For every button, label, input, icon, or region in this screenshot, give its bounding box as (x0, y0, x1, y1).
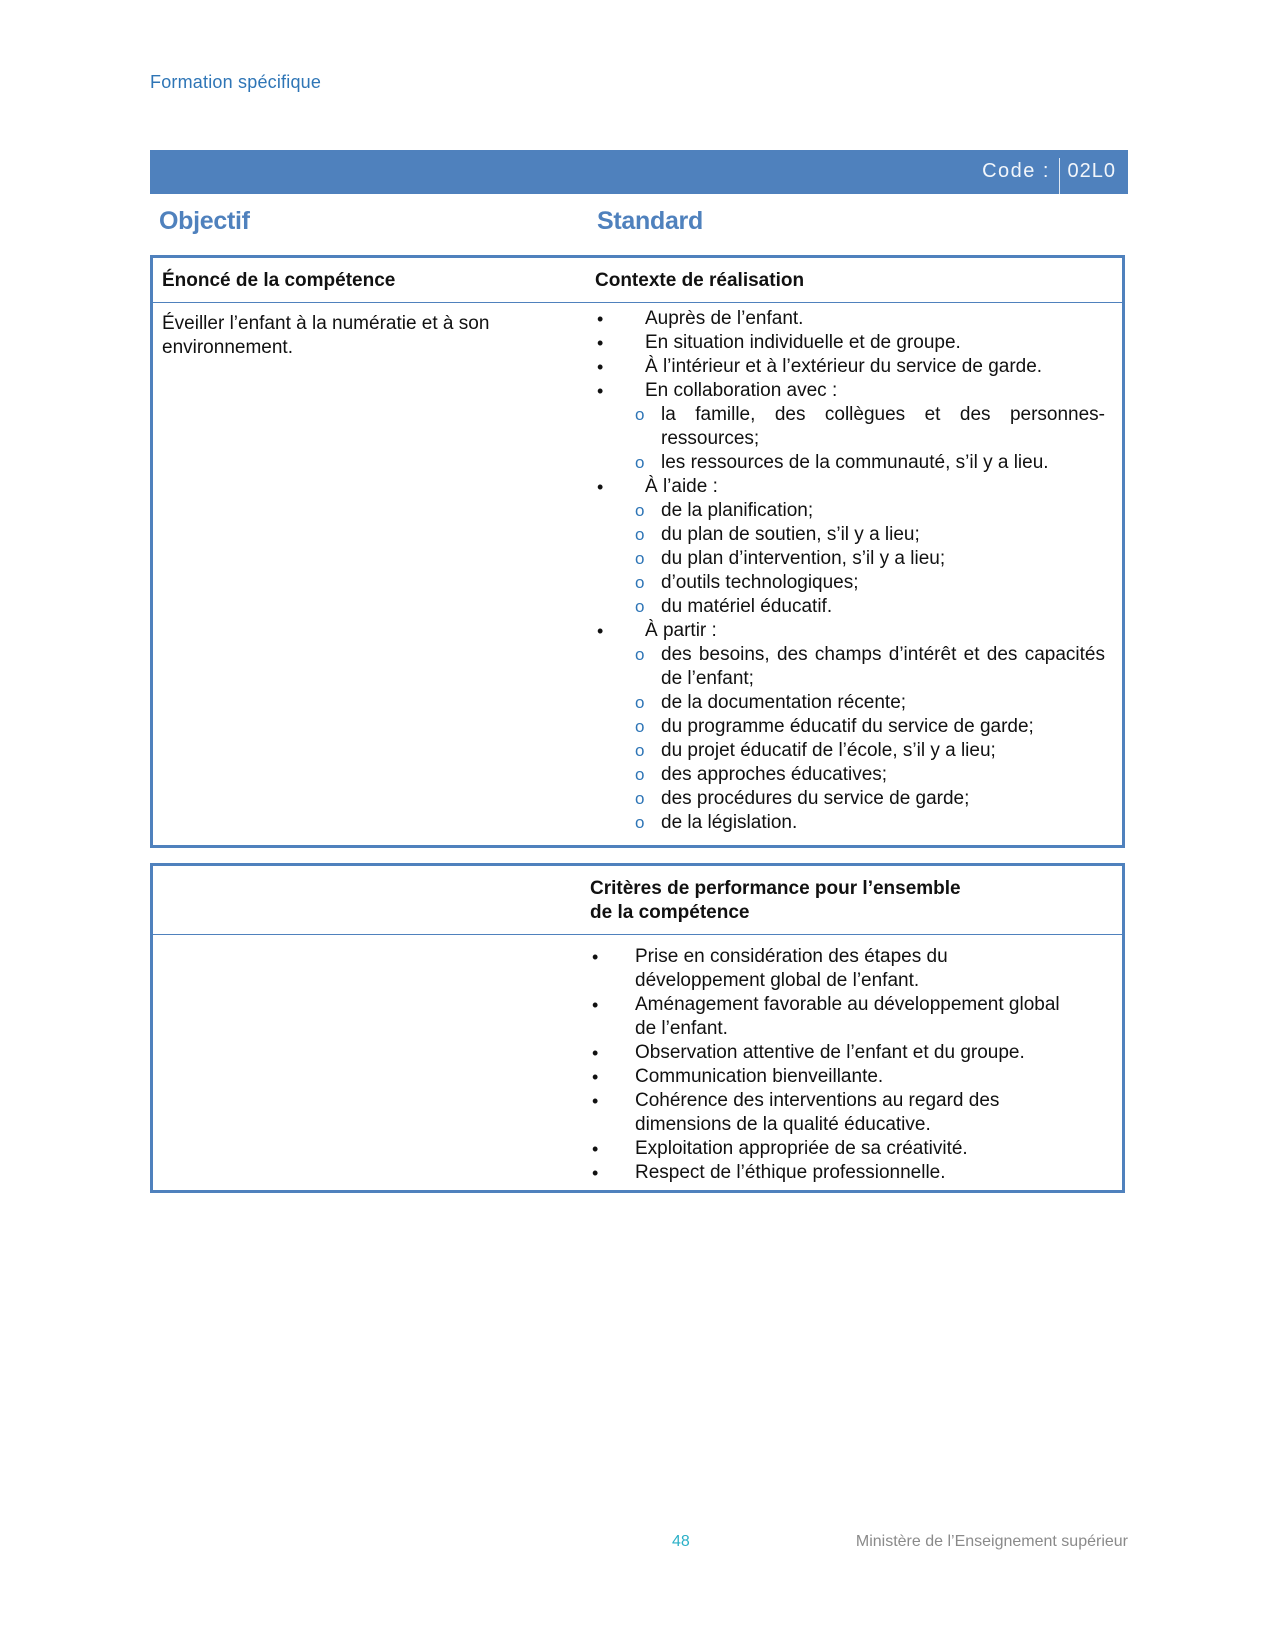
context-sub-item: o des besoins, des champs d’intérêt et des capacités de l’enfant; (595, 643, 1105, 691)
criteria-header-divider (153, 934, 1122, 935)
page-number: 48 (672, 1533, 690, 1550)
code-value: 02L0 (1067, 160, 1116, 182)
footer-ministry: Ministère de l’Enseignement supérieur (855, 1533, 1128, 1550)
context-sub-item: o du plan de soutien, s’il y a lieu; (595, 523, 1105, 547)
context-item: • Auprès de l’enfant. (595, 307, 1105, 331)
context-sub-item: o du matériel éducatif. (595, 595, 1105, 619)
criteria-item: • Aménagement favorable au développement global de l’enfant. (590, 993, 1060, 1041)
running-header: Formation spécifique (150, 72, 322, 92)
criteria-heading-line1: Critères de performance pour l’ensemble (590, 878, 961, 899)
context-list (595, 307, 1105, 835)
criteria-item: • Communication bienveillante. (590, 1065, 1060, 1089)
context-sub-item: o des procédures du service de garde; (595, 787, 1105, 811)
criteria-item: • Exploitation appropriée de sa créativité. (590, 1137, 1060, 1161)
context-sub-item: o la famille, des collègues et des personnes-ressources; (595, 403, 1105, 451)
criteria-table (150, 863, 1125, 1193)
competence-statement-text: Éveiller l’enfant à la numératie et à son environnement. (162, 313, 490, 358)
context-sub-item: o les ressources de la communauté, s’il y a lieu. (595, 451, 1105, 475)
context-sub-item: o de la législation. (595, 811, 1105, 835)
context-sub-item: o du projet éducatif de l’école, s’il y a lieu; (595, 739, 1105, 763)
context-sub-item: o du plan d’intervention, s’il y a lieu; (595, 547, 1105, 571)
criteria-item: • Respect de l’éthique professionnelle. (590, 1161, 1060, 1185)
criteria-item: • Prise en considération des étapes du développement global de l’enfant. (590, 945, 1060, 993)
competence-statement-heading: Énoncé de la compétence (162, 270, 396, 291)
code-label: Code : (982, 160, 1050, 182)
context-sub-item: o d’outils technologiques; (595, 571, 1105, 595)
context-sub-item: o des approches éducatives; (595, 763, 1105, 787)
criteria-heading (590, 877, 961, 925)
table-header-divider (153, 302, 1122, 303)
context-item: • En situation individuelle et de groupe. (595, 331, 1105, 355)
criteria-item: • Observation attentive de l’enfant et du groupe. (590, 1041, 1060, 1065)
context-sub-item: o de la planification; (595, 499, 1105, 523)
standard-column-title: Standard (597, 207, 703, 235)
criteria-list (590, 945, 1060, 1185)
context-item: • À l’aide : (595, 475, 1105, 499)
criteria-item: • Cohérence des interventions au regard des dimensions de la qualité éducative. (590, 1089, 1060, 1137)
context-item: • À partir : (595, 619, 1105, 643)
competence-table (150, 255, 1125, 848)
context-item: • En collaboration avec : (595, 379, 1105, 403)
context-item: • À l’intérieur et à l’extérieur du service de garde. (595, 355, 1105, 379)
context-heading: Contexte de réalisation (595, 270, 805, 291)
context-sub-item: o de la documentation récente; (595, 691, 1105, 715)
code-separator (1059, 158, 1060, 194)
criteria-heading-line2: de la compétence (590, 902, 750, 923)
objective-column-title: Objectif (159, 207, 250, 235)
context-sub-item: o du programme éducatif du service de garde; (595, 715, 1105, 739)
code-bar (150, 150, 1128, 194)
